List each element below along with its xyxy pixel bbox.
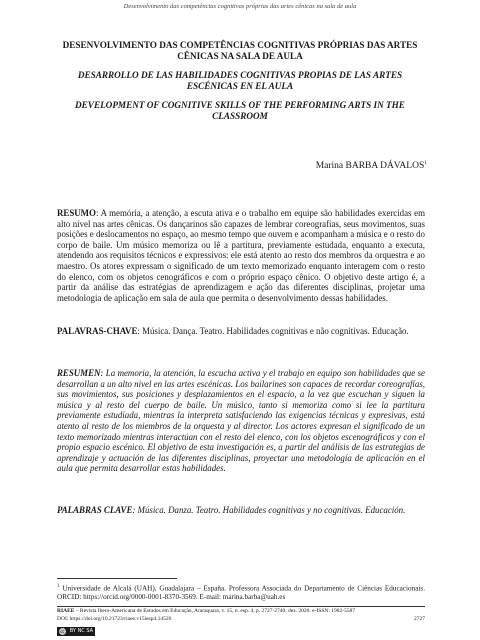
license-text: BY NC SA (69, 628, 94, 634)
journal-citation (57, 608, 425, 615)
running-header: Desenvolvimento das competências cognitivas próprias das artes cênicas na sala de aula (123, 3, 357, 10)
abstract-pt-text: : A memória, a atenção, a escuta ativa e o trabalho em equipe são habilidades exercidas em alto nível nas artes cênicas. Os dançarinos são capazes de lembrar coreografias, seus movimentos, suas posições e deslocamentos no espaço, ao mesmo tempo que ouvem e acompanham a música e o resto do corpo de baile. Um músico memoriza ou lê a partitura, previamente estudada, enquanto a executa, atendendo aos requisitos técnicos e expressivos: ele está atento ao resto dos membros da orquestra e ao maestro. Os atores expressam o significado de um texto memorizado enquanto interagem com o resto do elenco, com os objetos cenográficos e com o próprio espaço cênico. O objetivo deste artigo é, a partir da análise das estratégias de aprendizagem e ação das diferentes disciplinas, projetar uma metodologia de aplicação em sala de aula que permita o desenvolvimento dessas habilidades. (57, 208, 425, 303)
footnote-divider (57, 578, 177, 579)
keywords-portuguese (57, 326, 425, 337)
page-number: 2727 (414, 616, 425, 622)
abstract-pt-label: RESUMO (57, 208, 96, 218)
title-english: DEVELOPMENT OF COGNITIVE SKILLS OF THE PERFORMING ARTS IN THE CLASSROOM (75, 100, 405, 121)
journal-label: RIAEE (57, 608, 75, 614)
cc-circle-icon: cc (60, 629, 65, 634)
journal-citation-text: – Revista Ibero-Americana de Estudos em Educação, Araraquara, v. 15, n. esp. 4, p. 2727-2740, dez. 2020. e-ISSN: 1982-5587 (74, 608, 356, 614)
title-spanish: DESARROLLO DE LAS HABILIDADES COGNITIVAS PROPIAS DE LAS ARTES ESCÉNICAS EN EL AULA (77, 70, 403, 91)
keywords-es-label: PALABRAS CLAVE (57, 505, 133, 515)
author-footnote-mark: 1 (424, 160, 427, 166)
footnote-text: Universidade de Alcalá (UAH), Guadalajara – España. Professora Associada do Departamento de Ciências Educacionais. ORCID: https://orcid.org/0000-0001-8370-3569. E-mail: marina.barba@uah.es (57, 584, 425, 601)
author-name: Marina BARBA DÁVALOS (315, 161, 425, 172)
keywords-pt-text: : Música. Dança. Teatro. Habilidades cognitivas e não cognitivas. Educação. (137, 326, 409, 336)
cc-by-nc-sa-icon[interactable] (57, 627, 95, 636)
footnote (57, 583, 425, 602)
abstract-es-text: : La memoria, la atención, la escucha activa y el trabajo en equipo son habilidades que se desarrollan a un alto nivel en las artes escénicas. Los bailarines son capaces de recordar coreografías, sus movimientos, sus posiciones y desplazamientos en el espacio, a la vez que escuchan y siguen la música y al resto del cuerpo de baile. Un músico, tanto si memoriza como si lee la partitura previamente estudiada, mientras la interpreta satisfaciendo las exigencias técnicas y expresivas, está atento al resto de los miembros de la orquesta y al director. Los actores expresan el significado de un texto memorizado mientras interactúan con el resto del elenco, con los objetos escenográficos y con el propio espacio escénico. El objetivo de esta investigación es, a partir del análisis de las estrategias de aprendizaje y actuación de las diferentes disciplinas, proyectar una metodología de aplicación en el aula que permita desarrollar estas habilidades. (57, 368, 425, 474)
doi-line (57, 616, 425, 623)
abstract-portuguese (57, 208, 425, 303)
keywords-spanish (57, 505, 425, 516)
footnote-mark: 1 (57, 584, 60, 589)
citation-divider (57, 606, 425, 607)
author-line (316, 160, 427, 171)
keywords-pt-label: PALAVRAS-CHAVE (57, 326, 138, 336)
doi-link[interactable]: DOI: https://doi.org/10.21723/riaee.v15iesp4.14520 (57, 616, 172, 622)
abstract-es-label: RESUMEN (57, 368, 101, 378)
title-portuguese: DESENVOLVIMENTO DAS COMPETÊNCIAS COGNITIVAS PRÓPRIAS DAS ARTES CÊNICAS NA SALA DE AULA (62, 40, 418, 61)
abstract-spanish (57, 368, 425, 474)
keywords-es-text: : Música. Danza. Teatro. Habilidades cognitivas y no cognitivas. Educación. (132, 505, 406, 515)
